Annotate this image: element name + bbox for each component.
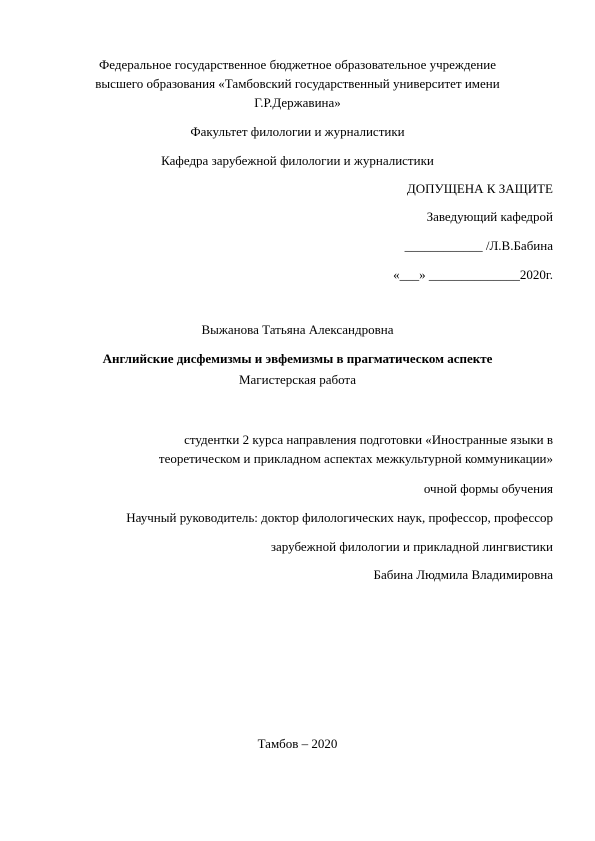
- author-name: Выжанова Татьяна Александровна: [201, 322, 394, 337]
- supervisor-name: Бабина Людмила Владимировна: [373, 567, 553, 582]
- approval-signature: ____________ /Л.В.Бабина: [404, 238, 553, 253]
- institution-line-3: Г.Р.Державина»: [254, 95, 341, 110]
- city-year: Тамбов – 2020: [257, 736, 338, 751]
- work-type: Магистерская работа: [238, 372, 357, 387]
- faculty-name: Факультет филологии и журналистики: [190, 124, 405, 139]
- student-info-line-2: теоретическом и прикладном аспектах межкультурной коммуникации»: [158, 451, 553, 466]
- thesis-title: Английские дисфемизмы и эвфемизмы в прагматическом аспекте: [102, 351, 493, 366]
- student-info-line-3: очной формы обучения: [423, 481, 553, 496]
- approval-date: «___» ______________2020г.: [393, 267, 553, 282]
- department-name: Кафедра зарубежной филологии и журналистики: [161, 153, 434, 168]
- student-info-line-1: студентки 2 курса направления подготовки «Иностранные языки в: [184, 432, 553, 447]
- institution-line-2: высшего образования «Тамбовский государственный университет имени: [95, 76, 500, 91]
- supervisor-line-2: зарубежной филологии и прикладной лингвистики: [270, 539, 553, 554]
- approval-role: Заведующий кафедрой: [426, 209, 553, 224]
- supervisor-line-1: Научный руководитель: доктор филологических наук, профессор, профессор: [126, 510, 553, 525]
- institution-line-1: Федеральное государственное бюджетное образовательное учреждение: [99, 57, 496, 72]
- approval-heading: ДОПУЩЕНА К ЗАЩИТЕ: [406, 181, 553, 196]
